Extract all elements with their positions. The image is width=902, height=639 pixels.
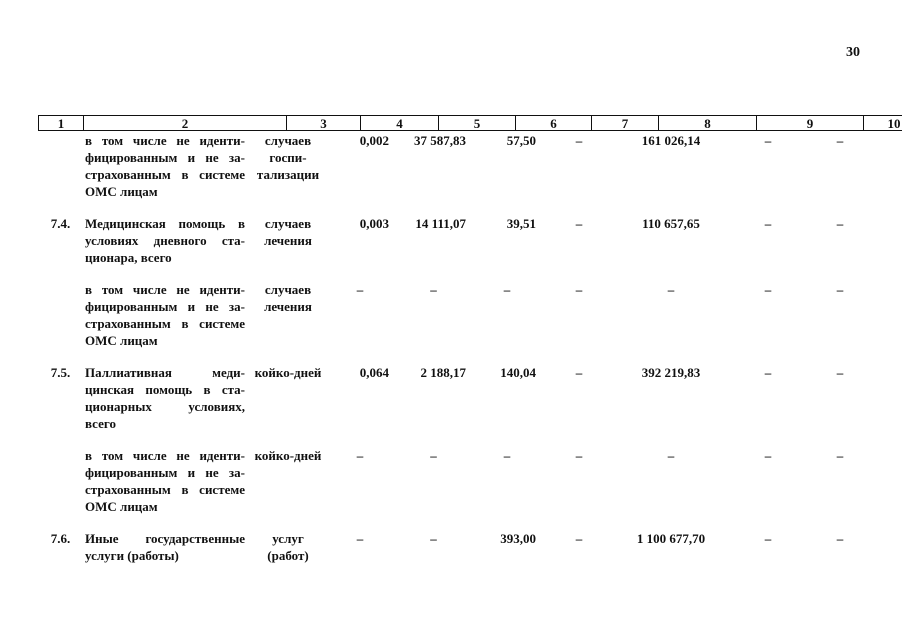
column-header: 6: [516, 116, 592, 131]
row-unit: случаев лечения: [264, 216, 312, 248]
cell-col5: 37 587,83: [414, 133, 466, 148]
cell-col7: –: [575, 448, 583, 463]
cell-col8: 161 026,14: [641, 133, 701, 148]
row-number: 7.5.: [50, 365, 71, 380]
cell-col10: –: [836, 531, 844, 546]
cell-col5: –: [430, 448, 437, 463]
cell-col9: –: [764, 448, 772, 463]
cell-col5: –: [430, 531, 437, 546]
row-unit: койко-дней: [254, 365, 322, 380]
column-header: 10: [864, 116, 902, 131]
page-number: 30: [846, 45, 860, 60]
cell-col7: –: [575, 133, 583, 148]
cell-col9: –: [764, 531, 772, 546]
column-header: 9: [757, 116, 864, 131]
column-header: 4: [361, 116, 439, 131]
row-unit: койко-дней: [254, 448, 322, 463]
cell-col6: 39,51: [506, 216, 536, 231]
cell-col4: 0,064: [359, 365, 389, 380]
column-header: 7: [592, 116, 659, 131]
row-unit: услуг (работ): [267, 531, 309, 563]
cell-col6: –: [503, 282, 511, 297]
cell-col10: –: [836, 282, 844, 297]
cell-col8: 110 657,65: [642, 216, 700, 231]
cell-col7: –: [575, 531, 583, 546]
cell-col7: –: [575, 282, 583, 297]
row-name: в том числе не идентифицированным и не застрахованным в системе ОМС лицам: [85, 448, 245, 514]
cell-col10: –: [836, 216, 844, 231]
cell-col7: –: [575, 216, 583, 231]
row-name: в том числе не идентифицированным и не застрахованным в системе ОМС лицам: [85, 133, 245, 199]
table-row: [38, 530, 870, 579]
cell-col6: 393,00: [500, 531, 536, 546]
cell-col10: –: [836, 133, 844, 148]
cell-col10: –: [836, 448, 844, 463]
cell-col6: –: [503, 448, 511, 463]
table-row: [38, 281, 870, 364]
row-name: Медицинская помощь в условиях дневного стационара, всего: [85, 216, 245, 265]
data-table: [38, 132, 870, 579]
cell-col4: 0,002: [359, 133, 389, 148]
table-row: [38, 132, 870, 215]
column-header: 1: [39, 116, 84, 131]
row-name: Иные государственные услуги (работы): [85, 531, 245, 563]
column-header: 2: [84, 116, 287, 131]
cell-col7: –: [575, 365, 583, 380]
row-name: Паллиативная медицинская помощь в стационарных условиях, всего: [85, 365, 245, 431]
column-header: 3: [287, 116, 361, 131]
cell-col4: 0,003: [359, 216, 389, 231]
cell-col8: –: [667, 448, 675, 463]
cell-col9: –: [764, 282, 772, 297]
cell-col4: –: [356, 448, 364, 463]
row-number: 7.4.: [50, 216, 71, 231]
cell-col8: 392 219,83: [641, 365, 701, 380]
cell-col8: –: [667, 282, 675, 297]
cell-col10: –: [836, 365, 844, 380]
row-number: 7.6.: [50, 531, 71, 546]
cell-col9: –: [764, 365, 772, 380]
column-header: 8: [659, 116, 757, 131]
cell-col6: 57,50: [506, 133, 536, 148]
cell-col5: 2 188,17: [420, 365, 466, 380]
cell-col8: 1 100 677,70: [636, 531, 706, 546]
row-unit: случаев лечения: [264, 282, 312, 314]
column-header-row: [39, 116, 902, 131]
cell-col6: 140,04: [500, 365, 536, 380]
cell-col4: –: [356, 282, 364, 297]
table-row: [38, 215, 870, 281]
cell-col9: –: [764, 216, 772, 231]
cell-col5: 14 111,07: [415, 216, 466, 231]
column-header: 5: [439, 116, 516, 131]
row-number: [38, 132, 83, 215]
row-name: в том числе не идентифицированным и не застрахованным в системе ОМС лицам: [85, 282, 245, 348]
row-number: [38, 281, 83, 364]
table-row: [38, 364, 870, 447]
cell-col4: –: [356, 531, 364, 546]
row-number: [38, 447, 83, 530]
column-header-table: [38, 115, 902, 131]
cell-col9: –: [764, 133, 772, 148]
row-unit: случаев госпитализации: [256, 133, 320, 182]
table-row: [38, 447, 870, 530]
cell-col5: –: [430, 282, 437, 297]
